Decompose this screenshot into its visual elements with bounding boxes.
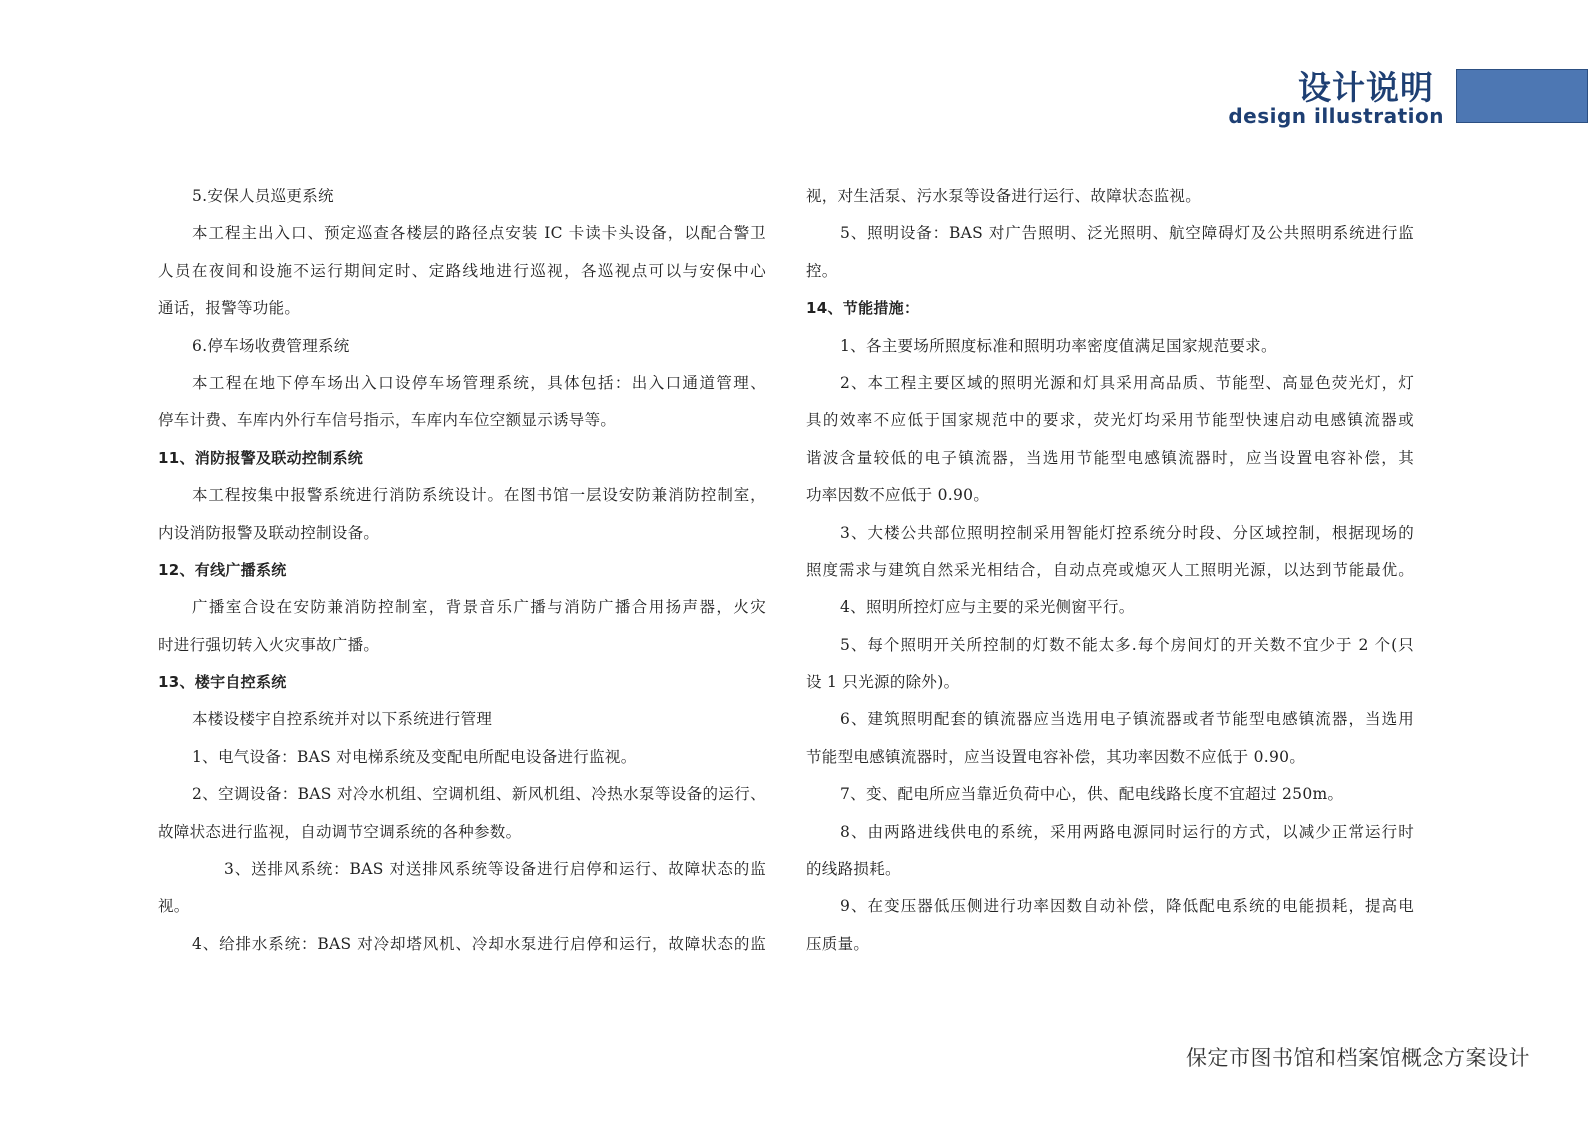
- text-line: 视。: [158, 897, 190, 916]
- text-line: 故障状态进行监视，自动调节空调系统的各种参数。: [158, 822, 522, 841]
- text-line: 6、建筑照明配套的镇流器应当选用电子镇流器或者节能型电感镇流器，当选用: [840, 710, 1414, 729]
- section-heading-bold: 14、节能措施：: [806, 299, 920, 318]
- section-heading: 6.停车场收费管理系统: [192, 336, 350, 355]
- text-line: 4、照明所控灯应与主要的采光侧窗平行。: [840, 598, 1135, 617]
- header-accent-block: [1456, 69, 1588, 123]
- text-line: 3、大楼公共部位照明控制采用智能灯控系统分时段、分区域控制，根据现场的: [840, 523, 1414, 542]
- text-line: 7、变、配电所应当靠近负荷中心，供、配电线路长度不宜超过 250m。: [840, 785, 1344, 804]
- text-line: 广播室合设在安防兼消防控制室，背景音乐广播与消防广播合用扬声器，火灾: [192, 598, 766, 617]
- text-line: 的线路损耗。: [806, 860, 901, 879]
- text-line: 本工程按集中报警系统进行消防系统设计。在图书馆一层设安防兼消防控制室，: [192, 486, 766, 505]
- right-text-column: [806, 178, 1414, 963]
- text-line: 具的效率不应低于国家规范中的要求，荧光灯均采用节能型快速启动电感镇流器或: [806, 411, 1414, 430]
- section-heading: 5.安保人员巡更系统: [192, 187, 334, 205]
- text-line: 控。: [806, 261, 838, 280]
- text-line: 停车计费、车库内外行车信号指示，车库内车位空额显示诱导等。: [158, 411, 617, 430]
- text-line: 压质量。: [806, 934, 870, 953]
- text-line: 设 1 只光源的除外)。: [806, 673, 960, 692]
- text-line: 1、各主要场所照度标准和照明功率密度值满足国家规范要求。: [840, 336, 1277, 355]
- left-text-column: [158, 178, 766, 963]
- text-line: 5、每个照明开关所控制的灯数不能太多.每个房间灯的开关数不宜少于 2 个(只: [840, 635, 1414, 654]
- text-line: 2、本工程主要区域的照明光源和灯具采用高品质、节能型、高显色荧光灯，灯: [840, 373, 1414, 392]
- section-heading-bold: 13、楼宇自控系统: [158, 673, 287, 692]
- text-line: 时进行强切转入火灾事故广播。: [158, 635, 380, 654]
- text-line: 本工程主出入口、预定巡查各楼层的路径点安装 IC 卡读卡头设备，以配合警卫: [192, 224, 766, 243]
- section-heading-bold: 11、消防报警及联动控制系统: [158, 448, 364, 467]
- text-line: 节能型电感镇流器时，应当设置电容补偿，其功率因数不应低于 0.90。: [806, 747, 1306, 766]
- text-line: 本工程在地下停车场出入口设停车场管理系统，具体包括：出入口通道管理、: [192, 373, 766, 392]
- text-line: 视，对生活泵、污水泵等设备进行运行、故障状态监视。: [806, 187, 1202, 205]
- text-line: 1、电气设备：BAS 对电梯系统及变配电所配电设备进行监视。: [192, 747, 637, 766]
- footer-project-title: 保定市图书馆和档案馆概念方案设计: [1186, 1046, 1530, 1070]
- text-line: 照度需求与建筑自然采光相结合，自动点亮或熄灭人工照明光源，以达到节能最优。: [806, 560, 1414, 579]
- text-line: 谐波含量较低的电子镇流器，当选用节能型电感镇流器时，应当设置电容补偿，其: [806, 448, 1414, 467]
- text-line: 人员在夜间和设施不运行期间定时、定路线地进行巡视，各巡视点可以与安保中心: [158, 261, 766, 280]
- text-line: 9、在变压器低压侧进行功率因数自动补偿，降低配电系统的电能损耗，提高电: [840, 897, 1414, 916]
- text-line: 8、由两路进线供电的系统，采用两路电源同时运行的方式，以减少正常运行时: [840, 822, 1414, 841]
- text-line: 2、空调设备：BAS 对冷水机组、空调机组、新风机组、冷热水泵等设备的运行、: [192, 785, 766, 804]
- text-line: 内设消防报警及联动控制设备。: [158, 523, 380, 542]
- text-line: 本楼设楼宇自控系统并对以下系统进行管理: [192, 710, 493, 729]
- text-line: 通话，报警等功能。: [158, 299, 301, 318]
- text-line: 3、送排风系统：BAS 对送排风系统等设备进行启停和运行、故障状态的监: [224, 860, 766, 879]
- text-line: 功率因数不应低于 0.90。: [806, 486, 990, 505]
- page-title: 设计说明: [1298, 68, 1434, 107]
- section-heading-bold: 12、有线广播系统: [158, 560, 287, 579]
- page-subtitle: design illustration: [1228, 104, 1444, 128]
- text-line: 5、照明设备：BAS 对广告照明、泛光照明、航空障碍灯及公共照明系统进行监: [840, 224, 1414, 243]
- text-line: 4、给排水系统：BAS 对冷却塔风机、冷却水泵进行启停和运行，故障状态的监: [192, 934, 766, 953]
